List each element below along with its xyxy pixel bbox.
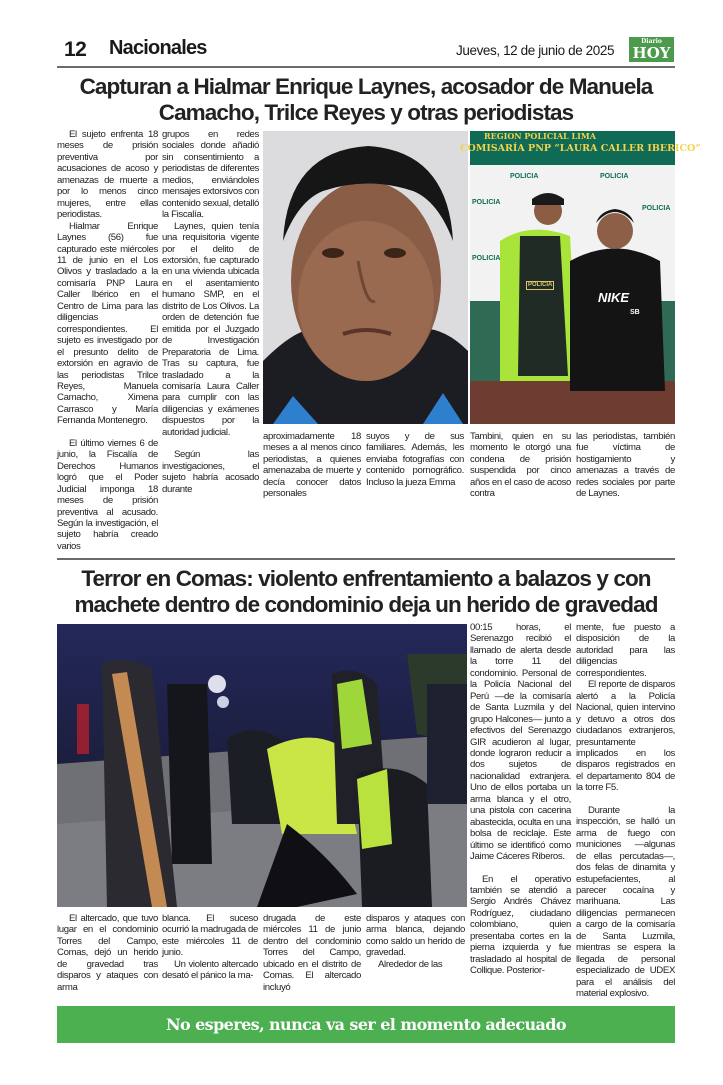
sign-line-1: REGION POLICIAL LIMA bbox=[484, 131, 596, 141]
article1-paragraph: las periodistas, también fue víctima de hostigamiento y amenazas a través de redes sociales por parte de Laynes. bbox=[576, 431, 675, 500]
article2-column-4 bbox=[366, 913, 465, 970]
article2-paragraph: Un violento altercado desató el pánico la ma- bbox=[162, 958, 258, 982]
crime-scene-photo bbox=[57, 624, 467, 907]
article1-column-6 bbox=[576, 431, 675, 500]
article2-paragraph: disparos y ataques con arma blanca, dejando como saldo un herido de gravedad. bbox=[366, 913, 465, 959]
vest-label: POLICIA bbox=[528, 282, 553, 288]
article1-paragraph: El sujeto enfrenta 18 meses de prisión preventiva por acusaciones de acoso y amenazas de muerte a por lo menos cinco mujeres, entre ellas periodistas. bbox=[57, 129, 158, 221]
article2-paragraph: Durante la inspección, se halló un arma de fuego con municiones —algunas de ellas percutadas—, dos felas de dinamita y estupefacientes, al parecer cocaína y marihuana. Las diligencias permanecen a cargo de la comisaría de Santa Luzmila, mientras se espera la llegada de personal especializado de UDEX para el análisis del material explosivo. bbox=[576, 804, 675, 1000]
article2-column-5 bbox=[470, 622, 571, 977]
article1-paragraph: Hialmar Enrique Laynes (56) fue capturado este miércoles 11 de junio en el Los Olivos y trasladado a la comisaría PNP Laura Caller Ibérico en el Centro de Lima para las diligencias correspondientes. El sujeto es investigado por el presunto delito de extorsión en agravio de las periodistas Trilce Reyes, Manuela Camacho, Ximena Carrasco y María Fernanda Montenegro. bbox=[57, 220, 158, 427]
mugshot-illustration bbox=[263, 131, 468, 424]
article1-paragraph: grupos en redes sociales donde añadió sin consentimiento a periodistas de diferentes medios, enviándoles mensajes extorsivos con contenido sexual, detalló la Fiscalía. bbox=[162, 129, 259, 221]
article1-column-5 bbox=[470, 431, 571, 500]
people-illustration bbox=[470, 131, 675, 424]
article1-column-2 bbox=[162, 129, 259, 495]
article1-paragraph: Laynes, quien tenía una requisitoria vigente por el delito de extorsión, fue capturado en una vivienda ubicada en el asentamiento humano SMP, en el distrito de Los Olivos. La orden de detención fue emitida por el Juzgado de Investigación Preparatoria de Lima. Tras su captura, fue trasladado a la comisaría Laura Caller para cumplir con las diligencias y exámenes dispuestos por la autoridad judicial. bbox=[162, 220, 259, 438]
article1-paragraph: Según las investigaciones, el sujeto habría acosado durante bbox=[162, 449, 259, 495]
section-title: Nacionales bbox=[109, 37, 207, 59]
backdrop-text: POLICIA bbox=[510, 173, 539, 180]
article2-column-2 bbox=[162, 913, 258, 982]
shirt-sub: SB bbox=[630, 309, 640, 316]
article2-headline bbox=[57, 566, 675, 618]
article2-column-1 bbox=[57, 913, 158, 993]
promo-banner: No esperes, nunca va ser el momento adecuado bbox=[57, 1006, 675, 1043]
article2-paragraph: Alrededor de las bbox=[378, 958, 443, 970]
article2-headline-line2: machete dentro de condominio deja un herido de gravedad bbox=[74, 592, 658, 617]
logo-top-text: Diario bbox=[641, 38, 662, 45]
article1-headline-line1: Capturan a Hialmar Enrique Laynes, acosador de Manuela bbox=[79, 74, 653, 99]
article1-paragraph: El último viernes 6 de junio, la Fiscalía de Derechos Humanos logró que el Poder Judicial imponga 18 meses de prisión preventiva al acusado. Según la investigación, el sujeto habría creado varios bbox=[57, 437, 158, 552]
backdrop-text: POLICIA bbox=[472, 199, 501, 206]
header-rule bbox=[57, 66, 675, 68]
article2-paragraph: blanca. El suceso ocurrió la madrugada de este miércoles 11 de junio. bbox=[162, 913, 258, 959]
article2-paragraph: El altercado, que tuvo lugar en el condominio Torres del Campo, Comas, dejó un herido de gravedad tras disparos y ataques con arma bbox=[57, 913, 158, 993]
article1-headline-line2: Camacho, Trilce Reyes y otras periodistas bbox=[158, 100, 574, 125]
sign-line-2: COMISARÍA PNP “LAURA CALLER IBERICO” bbox=[460, 143, 701, 154]
crime-scene-illustration bbox=[57, 624, 467, 907]
arrest-photo bbox=[460, 131, 701, 424]
article1-column-3 bbox=[263, 431, 361, 500]
article2-paragraph: mente, fue puesto a disposición de la autoridad para las diligencias correspondientes. bbox=[576, 622, 675, 679]
article2-paragraph: El reporte de disparos alertó a la Policía Nacional, quien intervino y detuvo a otros dos ciudadanos extranjeros, presuntamente implicados en los disparos registrados en el departamento 804 de la torre F5. bbox=[576, 679, 675, 794]
article2-column-6 bbox=[576, 622, 675, 1000]
article1-headline bbox=[57, 74, 675, 126]
backdrop-text: POLICIA bbox=[600, 173, 629, 180]
article1-paragraph: Tambini, quien en su momento le otorgó una condena de prisión suspendida por cinco años en el caso de acoso contra bbox=[470, 431, 571, 500]
newspaper-logo bbox=[629, 37, 674, 62]
logo-main-text: HOY bbox=[632, 44, 671, 62]
article2-paragraph: drugada de este miércoles 11 de junio dentro del condominio Torres del Campo, ubicado en el distrito de Comas. El altercado incluyó bbox=[263, 913, 361, 993]
article1-paragraph: aproximadamente 18 meses a al menos cinco periodistas, a quienes amenazaba de muerte y decía conocer datos personales bbox=[263, 431, 361, 500]
issue-date: Jueves, 12 de junio de 2025 bbox=[456, 43, 615, 58]
article-divider bbox=[57, 558, 675, 560]
page-number: 12 bbox=[64, 38, 87, 61]
shirt-brand: NIKE bbox=[598, 290, 630, 305]
mugshot-photo bbox=[263, 131, 468, 424]
article1-paragraph: suyos y de sus familiares. Además, les enviaba fotografías con contenido pornográfico. Incluso la jueza Emma bbox=[366, 431, 464, 488]
article1-column-1 bbox=[57, 129, 158, 552]
backdrop-text: POLICIA bbox=[642, 205, 671, 212]
article2-paragraph: 00:15 horas, el Serenazgo recibió el llamado de alerta desde la torre 11 del condominio. Personal de la Policía Nacional del Perú —de la comisaría de Santa Luzmila y del grupo Halcones— junto a efectivos del Serenazgo GIR acudieron al lugar, donde lograron reducir a dos sujetos de nacionalidad extranjera. Uno de ellos portaba un arma blanca y el otro, una pistola con cacerina abastecida, oculta en una bolsa de reciclaje. Este último se identificó como Jaime Cáceres Riberos. bbox=[470, 622, 571, 863]
article2-headline-line1: Terror en Comas: violento enfrentamiento a balazos y con bbox=[81, 566, 651, 591]
article1-column-4 bbox=[366, 431, 464, 488]
article2-column-3 bbox=[263, 913, 361, 993]
backdrop-text: POLICIA bbox=[472, 255, 501, 262]
article2-paragraph: En el operativo también se atendió a Sergio Andrés Chávez Rodríguez, ciudadano colombiano, quien presentaba cortes en la pierna izquierda y fue trasladado al hospital de Collique. Posterior- bbox=[470, 873, 571, 977]
